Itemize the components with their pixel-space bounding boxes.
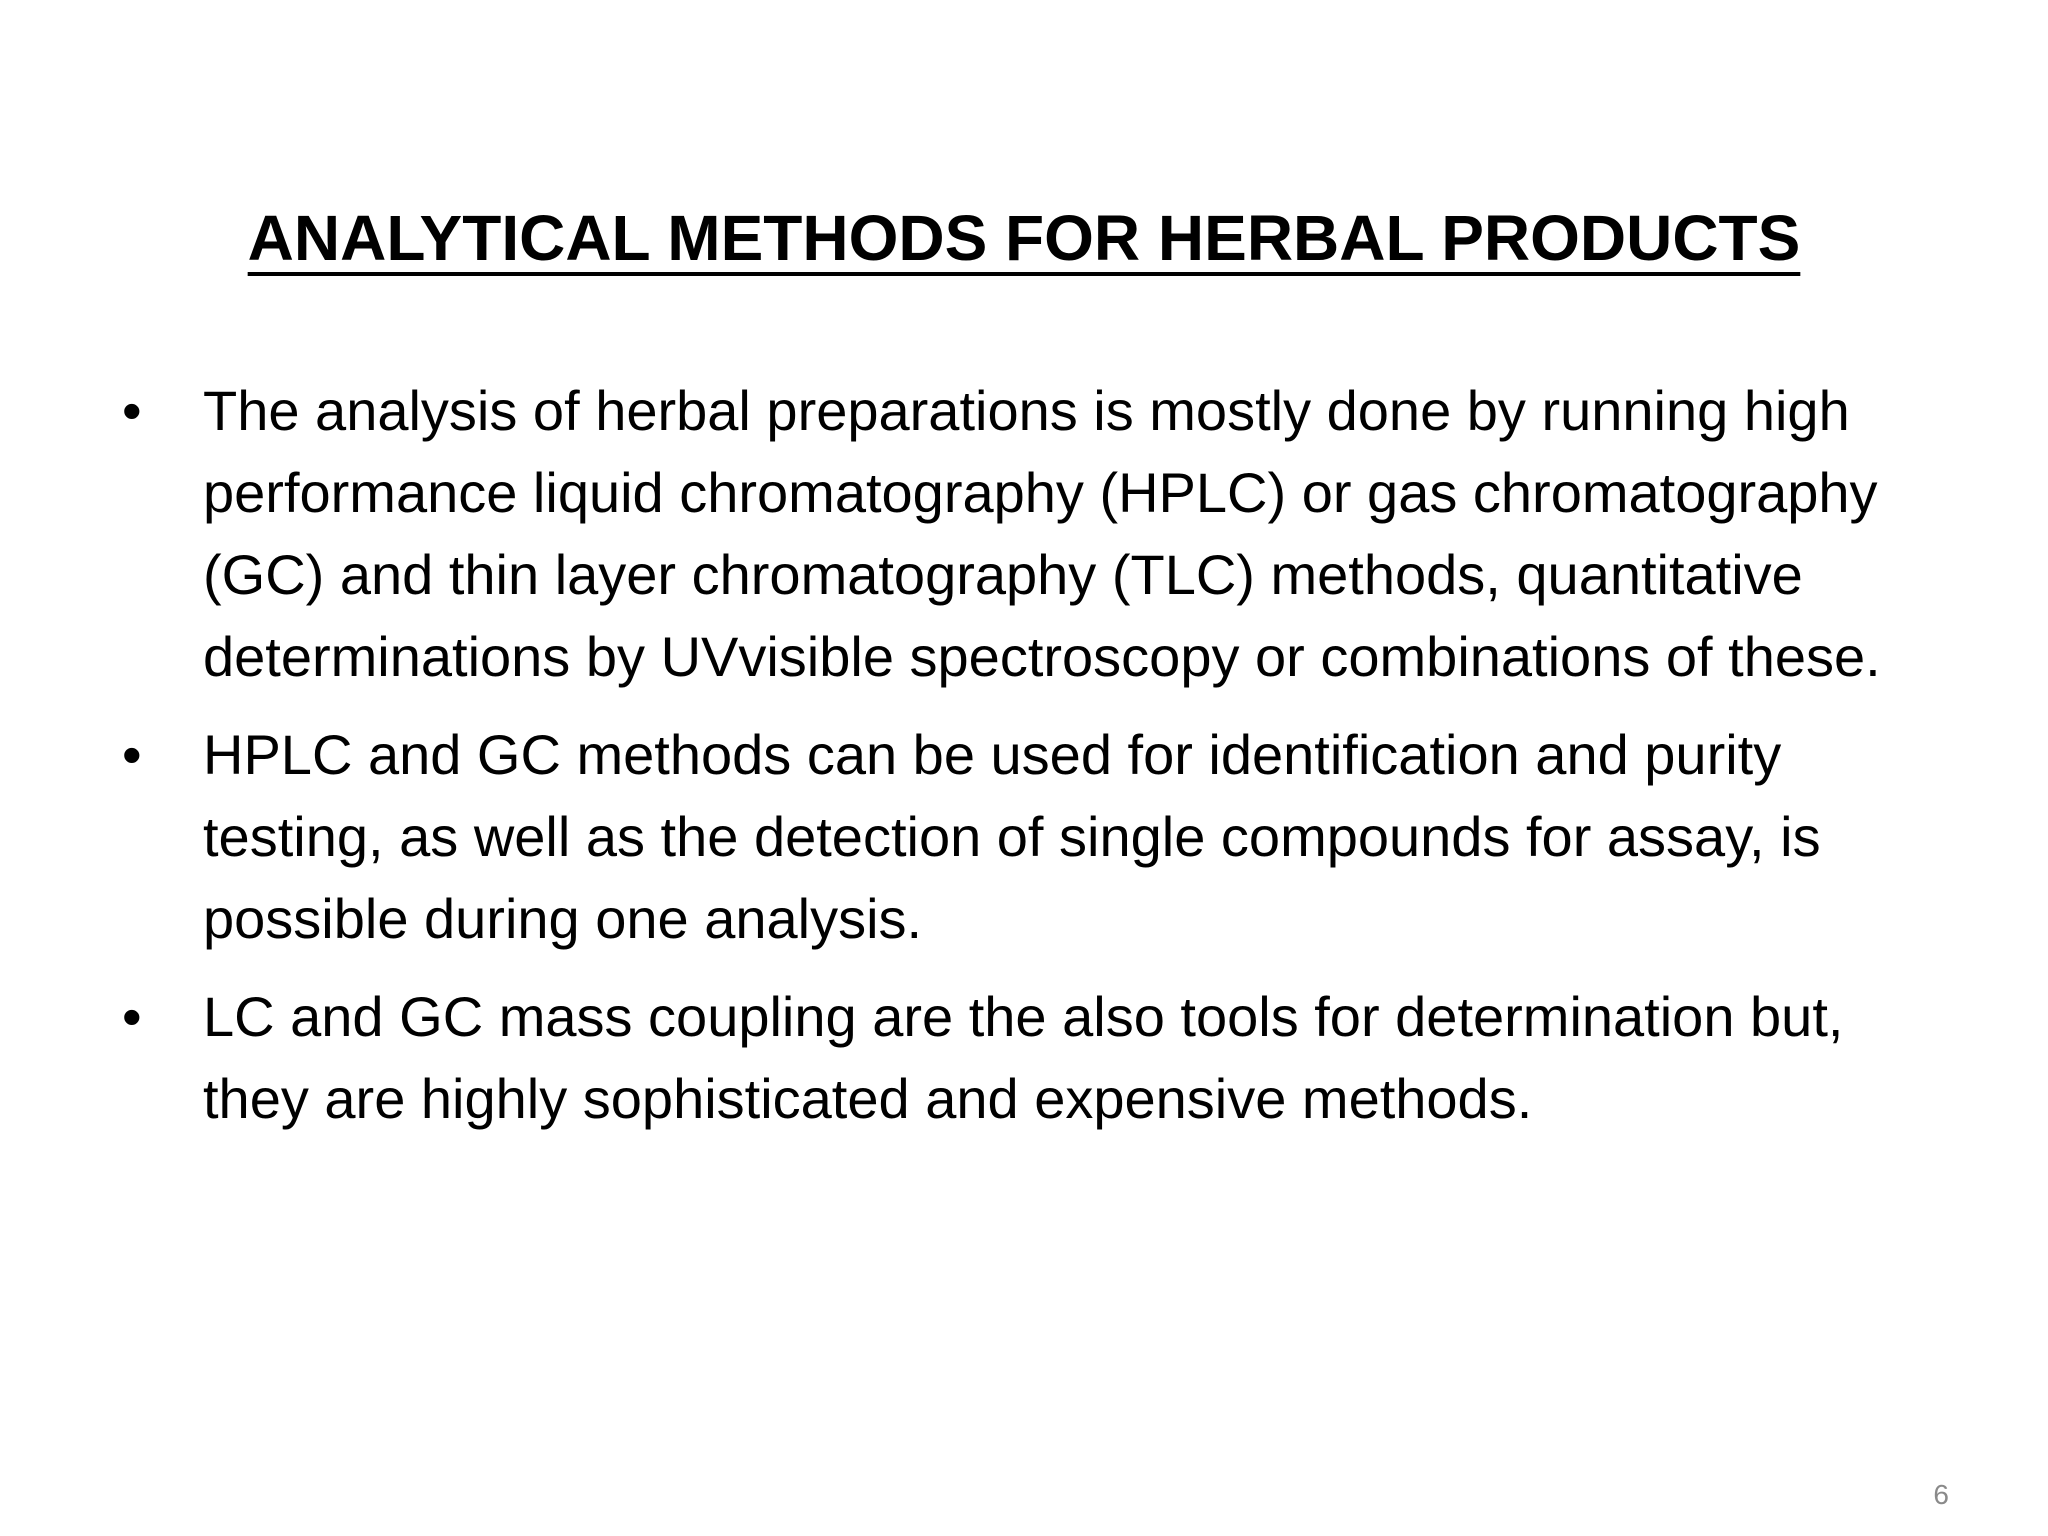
bullet-marker: •	[122, 379, 142, 442]
bullet-text: LC and GC mass coupling are the also tools for determination but, they are highly sophisticated and expensive methods.	[203, 985, 1844, 1130]
bullet-text: The analysis of herbal preparations is mostly done by running high performance liquid chromatography (HPLC) or gas chromatography (GC) and thin layer chromatography (TLC) methods, quantitative determinations by UVvisible spectroscopy or combinations of these.	[203, 379, 1881, 688]
slide-title	[0, 193, 2048, 283]
bullet-item	[0, 370, 2048, 698]
bullet-text: HPLC and GC methods can be used for identification and purity testing, as well as the detection of single compounds for assay, is possible during one analysis.	[203, 723, 1821, 950]
page-number: 6	[1933, 1479, 1949, 1510]
bullet-marker: •	[122, 985, 142, 1048]
bullet-list	[0, 370, 2048, 1156]
bullet-marker: •	[122, 723, 142, 786]
bullet-item	[0, 976, 2048, 1140]
bullet-item	[0, 714, 2048, 960]
slide-title-text: ANALYTICAL METHODS FOR HERBAL PRODUCTS	[247, 201, 1801, 274]
